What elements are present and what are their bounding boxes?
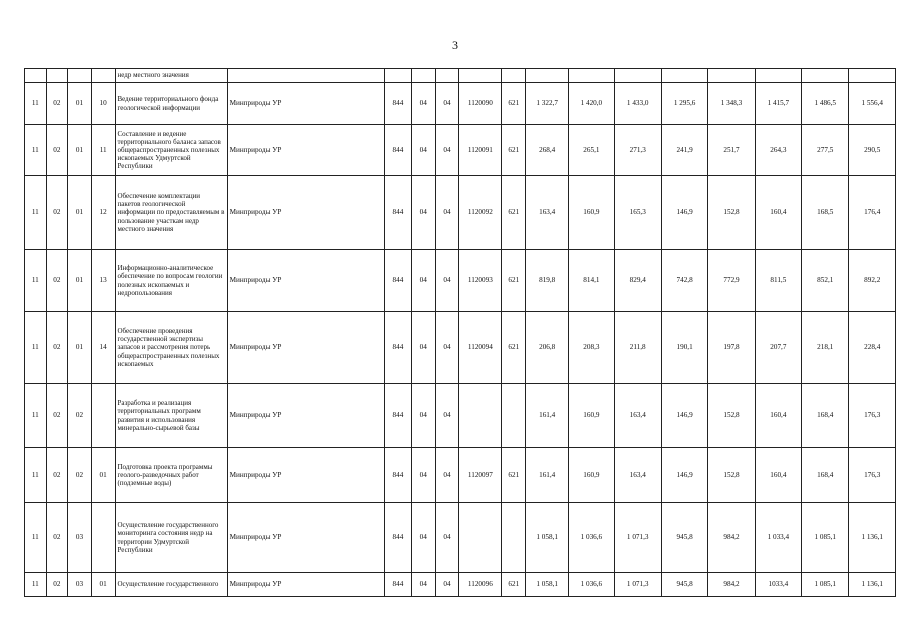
table-row (25, 250, 896, 312)
measure-name-cell: недр местного значения (115, 69, 227, 83)
amount-cell: 829,4 (614, 250, 661, 312)
rz-cell: 04 (411, 312, 435, 384)
code-gp-cell: 11 (25, 125, 47, 176)
amount-cell: 1 058,1 (526, 503, 569, 573)
cs-cell: 1120094 (459, 312, 502, 384)
amount-cell: 190,1 (661, 312, 707, 384)
amount-cell: 160,4 (755, 384, 801, 448)
code-pp-cell: 02 (46, 176, 68, 250)
table-row (25, 176, 896, 250)
grbs-cell: 844 (384, 384, 411, 448)
amount-cell: 1 085,1 (802, 573, 849, 597)
amount-cell: 165,3 (614, 176, 661, 250)
grbs-cell: 844 (384, 176, 411, 250)
code-om-cell: 02 (68, 448, 92, 503)
grbs-cell (384, 69, 411, 83)
amount-cell: 208,3 (569, 312, 614, 384)
responsible-cell: Минприроды УР (227, 384, 384, 448)
amount-cell: 206,8 (526, 312, 569, 384)
code-om-cell: 01 (68, 312, 92, 384)
responsible-cell: Минприроды УР (227, 573, 384, 597)
measure-name-cell: Обеспечение проведения государственной экспертизы запасов и рассмотрения потерь общераспространенных полезных ископаемых (115, 312, 227, 384)
code-om-cell: 03 (68, 503, 92, 573)
amount-cell: 218,1 (802, 312, 849, 384)
amount-cell: 152,8 (708, 176, 755, 250)
amount-cell: 945,8 (661, 573, 707, 597)
code-m-cell (91, 69, 115, 83)
code-pp-cell (46, 69, 68, 83)
code-gp-cell: 11 (25, 250, 47, 312)
page-number: 3 (452, 38, 458, 52)
amount-cell (755, 69, 801, 83)
table-row (25, 125, 896, 176)
responsible-cell (227, 69, 384, 83)
code-pp-cell: 02 (46, 573, 68, 597)
amount-cell: 268,4 (526, 125, 569, 176)
amount-cell: 1 348,3 (708, 83, 755, 125)
amount-cell: 1 322,7 (526, 83, 569, 125)
amount-cell: 197,8 (708, 312, 755, 384)
amount-cell: 1 036,6 (569, 503, 614, 573)
amount-cell: 811,5 (755, 250, 801, 312)
amount-cell: 852,1 (802, 250, 849, 312)
amount-cell: 1 136,1 (849, 503, 896, 573)
code-m-cell: 01 (91, 448, 115, 503)
code-m-cell: 11 (91, 125, 115, 176)
responsible-cell: Минприроды УР (227, 312, 384, 384)
amount-cell: 1 415,7 (755, 83, 801, 125)
amount-cell: 160,4 (755, 448, 801, 503)
amount-cell: 146,9 (661, 176, 707, 250)
amount-cell: 1 420,0 (569, 83, 614, 125)
vr-cell (502, 503, 526, 573)
table-row (25, 503, 896, 573)
amount-cell: 161,4 (526, 448, 569, 503)
responsible-cell: Минприроды УР (227, 176, 384, 250)
amount-cell: 265,1 (569, 125, 614, 176)
code-pp-cell: 02 (46, 312, 68, 384)
measure-name-cell: Составление и ведение территориального баланса запасов общераспространенных полезных ископаемых Удмуртской Республики (115, 125, 227, 176)
amount-cell: 945,8 (661, 503, 707, 573)
vr-cell: 621 (502, 573, 526, 597)
amount-cell: 1033,4 (755, 573, 801, 597)
code-m-cell: 12 (91, 176, 115, 250)
pr-cell: 04 (435, 573, 459, 597)
amount-cell (526, 69, 569, 83)
code-pp-cell: 02 (46, 448, 68, 503)
amount-cell (708, 69, 755, 83)
cs-cell (459, 69, 502, 83)
rz-cell: 04 (411, 83, 435, 125)
pr-cell: 04 (435, 312, 459, 384)
vr-cell (502, 384, 526, 448)
grbs-cell: 844 (384, 250, 411, 312)
code-om-cell: 01 (68, 83, 92, 125)
amount-cell: 984,2 (708, 503, 755, 573)
code-om-cell: 01 (68, 125, 92, 176)
table-row (25, 83, 896, 125)
responsible-cell: Минприроды УР (227, 503, 384, 573)
code-om-cell (68, 69, 92, 83)
vr-cell: 621 (502, 83, 526, 125)
code-m-cell (91, 384, 115, 448)
code-om-cell: 02 (68, 384, 92, 448)
pr-cell: 04 (435, 384, 459, 448)
amount-cell: 241,9 (661, 125, 707, 176)
amount-cell: 160,9 (569, 176, 614, 250)
responsible-cell: Минприроды УР (227, 125, 384, 176)
code-pp-cell: 02 (46, 384, 68, 448)
cs-cell: 1120093 (459, 250, 502, 312)
vr-cell: 621 (502, 250, 526, 312)
amount-cell: 228,4 (849, 312, 896, 384)
cs-cell (459, 503, 502, 573)
budget-table (24, 68, 896, 597)
vr-cell: 621 (502, 125, 526, 176)
responsible-cell: Минприроды УР (227, 448, 384, 503)
code-m-cell (91, 503, 115, 573)
code-m-cell: 13 (91, 250, 115, 312)
code-gp-cell: 11 (25, 573, 47, 597)
amount-cell: 152,8 (708, 448, 755, 503)
amount-cell: 161,4 (526, 384, 569, 448)
pr-cell: 04 (435, 250, 459, 312)
code-gp-cell: 11 (25, 83, 47, 125)
measure-name-cell: Осуществление государственного мониторинга состояния недр на территории Удмуртской Республики (115, 503, 227, 573)
vr-cell: 621 (502, 176, 526, 250)
vr-cell: 621 (502, 448, 526, 503)
amount-cell: 152,8 (708, 384, 755, 448)
amount-cell: 1 036,6 (569, 573, 614, 597)
code-pp-cell: 02 (46, 83, 68, 125)
amount-cell (802, 69, 849, 83)
rz-cell: 04 (411, 176, 435, 250)
cs-cell: 1120091 (459, 125, 502, 176)
measure-name-cell: Осуществление государственного (115, 573, 227, 597)
vr-cell (502, 69, 526, 83)
measure-name-cell: Ведение территориального фонда геологической информации (115, 83, 227, 125)
amount-cell: 163,4 (614, 448, 661, 503)
amount-cell: 160,4 (755, 176, 801, 250)
amount-cell: 207,7 (755, 312, 801, 384)
amount-cell: 742,8 (661, 250, 707, 312)
code-gp-cell: 11 (25, 448, 47, 503)
measure-name-cell: Разработка и реализация территориальных программ развития и использования минерально-сырьевой базы (115, 384, 227, 448)
amount-cell: 271,3 (614, 125, 661, 176)
amount-cell (614, 69, 661, 83)
amount-cell: 1 058,1 (526, 573, 569, 597)
code-gp-cell: 11 (25, 503, 47, 573)
cs-cell: 1120097 (459, 448, 502, 503)
code-gp-cell (25, 69, 47, 83)
amount-cell: 146,9 (661, 384, 707, 448)
grbs-cell: 844 (384, 312, 411, 384)
amount-cell: 984,2 (708, 573, 755, 597)
cs-cell (459, 384, 502, 448)
amount-cell: 176,4 (849, 176, 896, 250)
amount-cell: 211,8 (614, 312, 661, 384)
cs-cell: 1120092 (459, 176, 502, 250)
code-gp-cell: 11 (25, 312, 47, 384)
amount-cell: 251,7 (708, 125, 755, 176)
pr-cell: 04 (435, 83, 459, 125)
cs-cell: 1120090 (459, 83, 502, 125)
code-pp-cell: 02 (46, 125, 68, 176)
rz-cell: 04 (411, 503, 435, 573)
amount-cell: 892,2 (849, 250, 896, 312)
code-m-cell: 14 (91, 312, 115, 384)
amount-cell: 772,9 (708, 250, 755, 312)
pr-cell: 04 (435, 125, 459, 176)
rz-cell: 04 (411, 125, 435, 176)
amount-cell: 290,5 (849, 125, 896, 176)
amount-cell: 160,9 (569, 384, 614, 448)
table-row (25, 69, 896, 83)
amount-cell: 1 071,3 (614, 573, 661, 597)
grbs-cell: 844 (384, 83, 411, 125)
amount-cell: 160,9 (569, 448, 614, 503)
amount-cell: 176,3 (849, 448, 896, 503)
amount-cell: 277,5 (802, 125, 849, 176)
rz-cell: 04 (411, 250, 435, 312)
amount-cell: 146,9 (661, 448, 707, 503)
rz-cell: 04 (411, 573, 435, 597)
table-row (25, 312, 896, 384)
pr-cell: 04 (435, 448, 459, 503)
pr-cell: 04 (435, 503, 459, 573)
pr-cell (435, 69, 459, 83)
grbs-cell: 844 (384, 125, 411, 176)
amount-cell: 264,3 (755, 125, 801, 176)
responsible-cell: Минприроды УР (227, 83, 384, 125)
grbs-cell: 844 (384, 448, 411, 503)
amount-cell: 168,5 (802, 176, 849, 250)
code-om-cell: 01 (68, 250, 92, 312)
code-m-cell: 10 (91, 83, 115, 125)
rz-cell (411, 69, 435, 83)
code-gp-cell: 11 (25, 384, 47, 448)
table-row (25, 448, 896, 503)
amount-cell: 1 071,3 (614, 503, 661, 573)
amount-cell: 1 295,6 (661, 83, 707, 125)
amount-cell: 168,4 (802, 448, 849, 503)
amount-cell: 1 033,4 (755, 503, 801, 573)
amount-cell (569, 69, 614, 83)
amount-cell: 1 486,5 (802, 83, 849, 125)
amount-cell (849, 69, 896, 83)
grbs-cell: 844 (384, 503, 411, 573)
amount-cell: 1 433,0 (614, 83, 661, 125)
amount-cell: 1 556,4 (849, 83, 896, 125)
table-row (25, 384, 896, 448)
amount-cell: 1 085,1 (802, 503, 849, 573)
cs-cell: 1120096 (459, 573, 502, 597)
code-pp-cell: 02 (46, 503, 68, 573)
amount-cell: 168,4 (802, 384, 849, 448)
rz-cell: 04 (411, 384, 435, 448)
amount-cell: 814,1 (569, 250, 614, 312)
amount-cell: 819,8 (526, 250, 569, 312)
pr-cell: 04 (435, 176, 459, 250)
code-om-cell: 03 (68, 573, 92, 597)
measure-name-cell: Информационно-аналитическое обеспечение по вопросам геологии полезных ископаемых и недропользования (115, 250, 227, 312)
responsible-cell: Минприроды УР (227, 250, 384, 312)
code-gp-cell: 11 (25, 176, 47, 250)
amount-cell: 1 136,1 (849, 573, 896, 597)
vr-cell: 621 (502, 312, 526, 384)
rz-cell: 04 (411, 448, 435, 503)
amount-cell: 176,3 (849, 384, 896, 448)
code-pp-cell: 02 (46, 250, 68, 312)
amount-cell: 163,4 (614, 384, 661, 448)
code-m-cell: 01 (91, 573, 115, 597)
grbs-cell: 844 (384, 573, 411, 597)
amount-cell (661, 69, 707, 83)
measure-name-cell: Подготовка проекта программы геолого-разведочных работ (подземные воды) (115, 448, 227, 503)
table-row (25, 573, 896, 597)
amount-cell: 163,4 (526, 176, 569, 250)
code-om-cell: 01 (68, 176, 92, 250)
measure-name-cell: Обеспечение комплектации пакетов геологической информации по предоставляемым в пользование участкам недр местного значения (115, 176, 227, 250)
